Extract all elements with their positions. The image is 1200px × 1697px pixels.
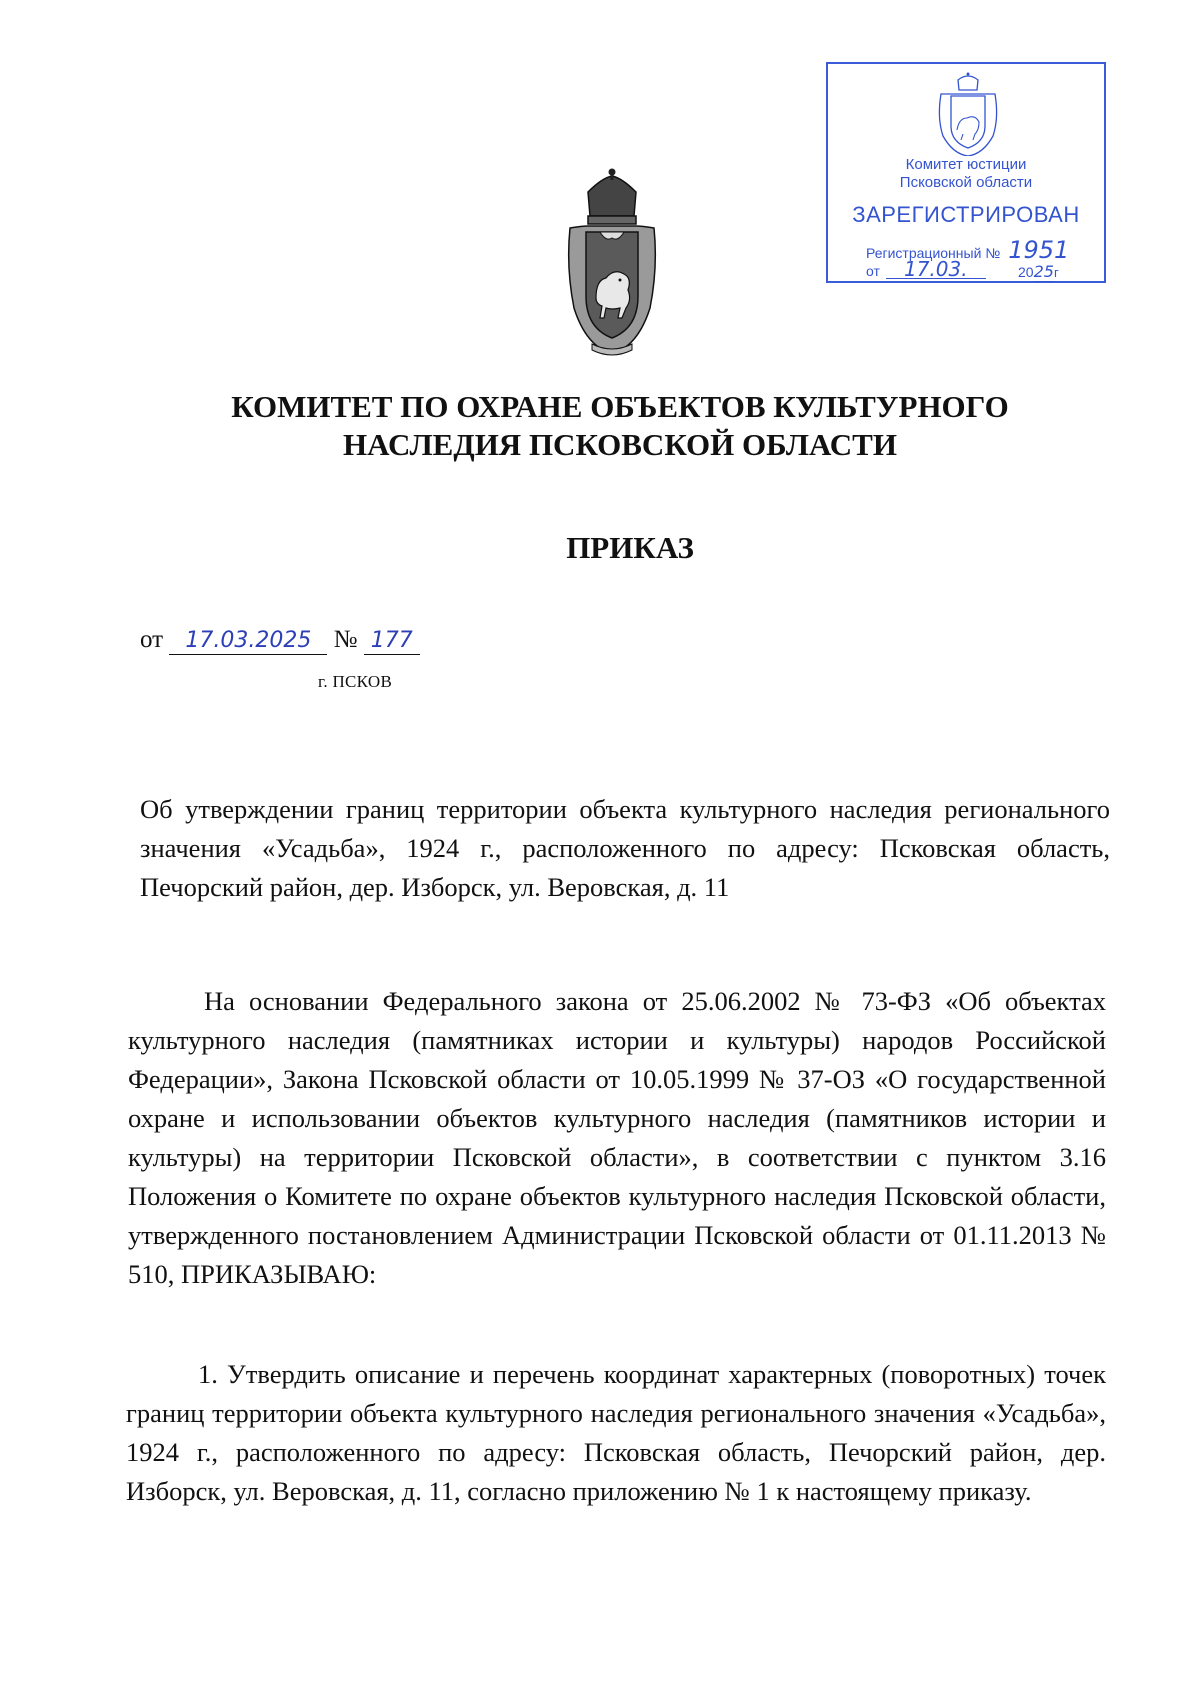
order-date-prefix: от <box>140 626 164 653</box>
order-basis-paragraph: На основании Федерального закона от 25.06.2002 № 73-ФЗ «Об объектах культурного наследия (памятниках истории и культуры) народов Российской Федерации», Закона Псковской области от 10.05.1999 № 37-ОЗ «О государственной охране и использовании объектов культурного наследия (памятников истории и культуры) на территории Псковской области», в соответствии с пунктом 3.16 Положения о Комитете по охране объектов культурного наследия Псковской области, утвержденного постановлением Администрации Псковской области от 01.11.2013 № 510, ПРИКАЗЫВАЮ: <box>128 986 1106 1289</box>
stamp-year-suffix: 25 <box>1033 262 1054 281</box>
committee-title: КОМИТЕТ ПО ОХРАНЕ ОБЪЕКТОВ КУЛЬТУРНОГО НАСЛЕДИЯ ПСКОВСКОЙ ОБЛАСТИ <box>231 389 1009 462</box>
order-date-number <box>140 626 420 655</box>
registration-stamp <box>826 62 1106 283</box>
stamp-date-prefix: от <box>866 263 880 279</box>
stamp-year-prefix: 20 <box>1018 264 1034 280</box>
order-number: 177 <box>364 628 420 655</box>
stamp-year <box>1018 262 1059 281</box>
stamp-org-line2: Псковской области <box>899 174 1033 191</box>
stamp-org-line1: Комитет юстиции <box>905 156 1027 173</box>
order-date: 17.03.2025 <box>169 628 327 655</box>
stamp-status: ЗАРЕГИСТРИРОВАН <box>852 202 1080 227</box>
order-item-1: 1. Утвердить описание и перечень координат характерных (поворотных) точек границ территории объекта культурного наследия регионального значения «Усадьба», 1924 г., расположенного по адресу: Псковская область, Печорский район, дер. Изборск, ул. Веровская, д. 11, согласно приложению № 1 к настоящему приказу. <box>126 1359 1106 1506</box>
stamp-year-unit: г <box>1053 265 1059 280</box>
city-label: г. ПСКОВ <box>318 672 393 691</box>
stamp-reg-label: Регистрационный № <box>866 245 1001 261</box>
stamp-reg-number: 1951 <box>1008 236 1070 264</box>
stamp-date-row <box>866 257 1096 281</box>
stamp-emblem-icon <box>935 72 1001 156</box>
order-number-label: № <box>333 626 358 653</box>
order-subject: Об утверждении границ территории объекта культурного наследия регионального значения «Усадьба», 1924 г., расположенного по адресу: Псковская область, Печорский район, дер. Изборск, ул. Веровская, д. 11 <box>140 794 1110 902</box>
document-type: ПРИКАЗ <box>566 530 694 565</box>
coat-of-arms-emblem <box>562 168 662 358</box>
stamp-date: 17.03. <box>886 260 986 279</box>
